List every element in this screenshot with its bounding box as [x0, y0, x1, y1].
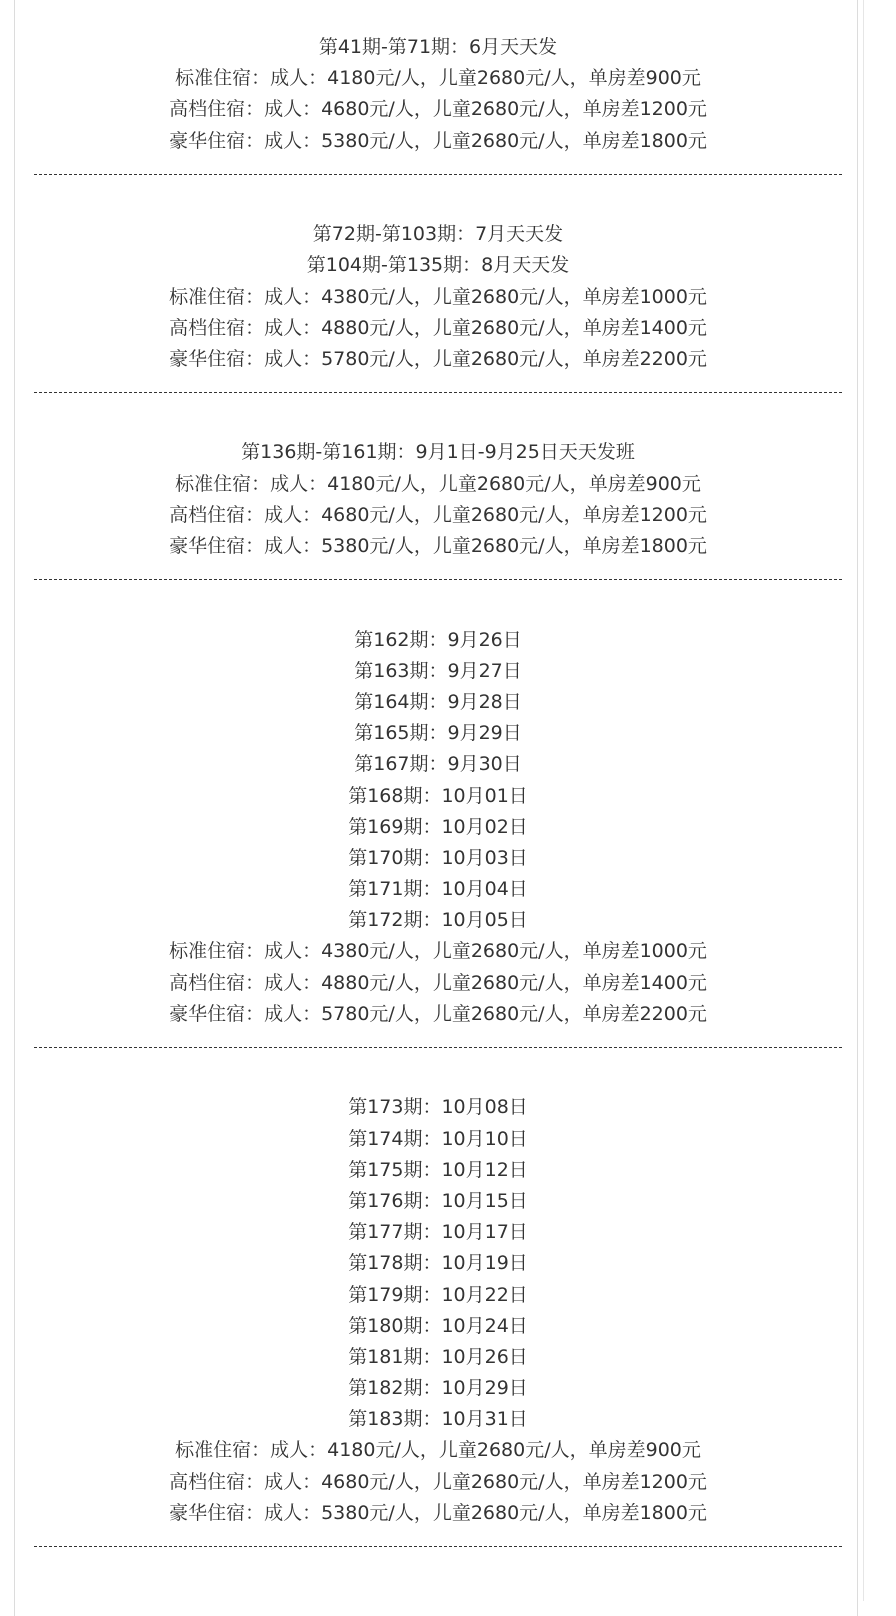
period-header: 第72期-第103期：7月天天发 — [312, 223, 564, 246]
price-line: 高档住宿：成人：4880元/人，儿童2680元/人，单房差1400元 — [169, 971, 707, 994]
price-line: 高档住宿：成人：4880元/人，儿童2680元/人，单房差1400元 — [169, 316, 707, 339]
period-header: 第162期：9月26日 — [354, 628, 522, 651]
price-line: 豪华住宿：成人：5380元/人，儿童2680元/人，单房差1800元 — [169, 535, 707, 557]
period-header: 第176期：10月15日 — [348, 1189, 528, 1212]
price-line: 高档住宿：成人：4680元/人，儿童2680元/人，单房差1200元 — [169, 1470, 707, 1493]
price-line: 高档住宿：成人：4680元/人，儿童2680元/人，单房差1200元 — [169, 98, 707, 121]
schedule-content — [34, 32, 842, 1591]
period-header: 第170期：10月03日 — [348, 846, 528, 869]
period-header: 第175期：10月12日 — [348, 1158, 528, 1181]
dashed-line — [34, 579, 842, 580]
schedule-section — [34, 32, 842, 157]
dashed-line — [34, 392, 842, 393]
price-line: 标准住宿：成人：4380元/人，儿童2680元/人，单房差1000元 — [169, 940, 707, 963]
period-header: 第179期：10月22日 — [348, 1283, 528, 1306]
period-header: 第173期：10月08日 — [348, 1096, 528, 1119]
price-line: 高档住宿：成人：4680元/人，儿童2680元/人，单房差1200元 — [169, 503, 707, 526]
dashed-line — [34, 1546, 842, 1547]
period-header: 第167期：9月30日 — [354, 753, 522, 776]
period-header: 第180期：10月24日 — [348, 1314, 528, 1337]
period-header: 第168期：10月01日 — [348, 784, 528, 807]
period-header: 第165期：9月29日 — [354, 722, 522, 745]
period-header: 第41期-第71期：6月天天发 — [318, 36, 558, 58]
price-line: 豪华住宿：成人：5780元/人，儿童2680元/人，单房差2200元 — [169, 1002, 707, 1025]
period-header: 第136期-第161期：9月1日-9月25日天天发班 — [241, 441, 635, 464]
dashed-line — [34, 1047, 842, 1048]
section-divider — [34, 157, 842, 188]
section-divider — [34, 1529, 842, 1560]
section-divider — [34, 562, 842, 593]
section-divider — [34, 375, 842, 406]
period-header: 第172期：10月05日 — [348, 909, 528, 932]
price-line: 标准住宿：成人：4380元/人，儿童2680元/人，单房差1000元 — [169, 285, 707, 308]
section-divider — [34, 1030, 842, 1061]
schedule-section — [34, 437, 842, 562]
period-header: 第182期：10月29日 — [348, 1377, 528, 1400]
period-header: 第164期：9月28日 — [354, 690, 522, 713]
period-header: 第163期：9月27日 — [354, 659, 522, 682]
price-line: 豪华住宿：成人：5380元/人，儿童2680元/人，单房差1800元 — [169, 129, 707, 152]
price-line: 标准住宿：成人：4180元/人，儿童2680元/人，单房差900元 — [175, 1439, 701, 1462]
dashed-line — [34, 174, 842, 175]
period-header: 第174期：10月10日 — [348, 1127, 528, 1150]
schedule-section — [34, 625, 842, 1030]
period-header: 第177期：10月17日 — [348, 1221, 528, 1244]
period-header: 第169期：10月02日 — [348, 815, 528, 838]
period-header: 第178期：10月19日 — [348, 1252, 528, 1275]
period-header: 第104期-第135期：8月天天发 — [306, 254, 570, 277]
scroll-track — [863, 0, 864, 1601]
price-line: 标准住宿：成人：4180元/人，儿童2680元/人，单房差900元 — [175, 472, 701, 495]
period-header: 第181期：10月26日 — [348, 1345, 528, 1368]
price-line: 豪华住宿：成人：5780元/人，儿童2680元/人，单房差2200元 — [169, 347, 707, 370]
price-line: 标准住宿：成人：4180元/人，儿童2680元/人，单房差900元 — [175, 67, 701, 90]
price-line: 豪华住宿：成人：5380元/人，儿童2680元/人，单房差1800元 — [169, 1501, 707, 1524]
period-header: 第183期：10月31日 — [348, 1408, 528, 1431]
schedule-section — [34, 1092, 842, 1529]
schedule-section — [34, 219, 842, 375]
period-header: 第171期：10月04日 — [348, 878, 528, 901]
